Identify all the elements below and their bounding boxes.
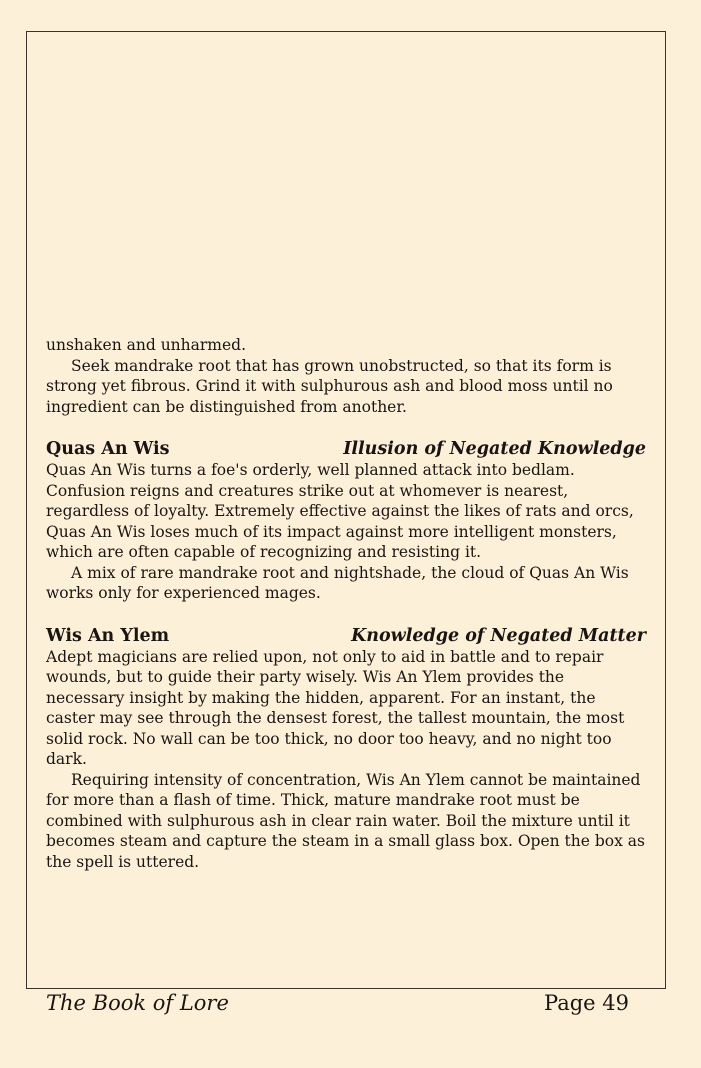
spell-name: Quas An Wis [46, 439, 170, 459]
spell-description: Quas An Wis turns a foe's orderly, well planned attack into bedlam. Confusion reigns and creatures strike out at whomever is nearest, regardless of loyalty. Extremely effective against the likes of rats and orcs, Quas An Wis loses much of its impact against more intelligent monsters, which are often capable of recognizing and resisting it. [46, 461, 634, 561]
intro-line: unshaken and unharmed. [46, 336, 247, 354]
spell-meaning: Illusion of Negated Knowledge [343, 439, 646, 459]
page-number: Page 49 [544, 991, 629, 1015]
spell-name: Wis An Ylem [46, 625, 170, 646]
spell-reagents: A mix of rare mandrake root and nightshade, the cloud of Quas An Wis works only for experienced mages. [46, 563, 629, 602]
spell-header [46, 438, 646, 460]
page-body [46, 335, 646, 872]
spell-reagents: Requiring intensity of concentration, Wis An Ylem cannot be maintained for more than a flash of time. Thick, mature mandrake root must be combined with sulphurous ash in clear rain water. Boil the mixture until it becomes steam and capture the steam in a small glass box. Open the box as the spell is uttered. [46, 770, 645, 871]
intro-paragraph: Seek mandrake root that has grown unobstructed, so that its form is strong yet fibrous. Grind it with sulphurous ash and blood moss until no ingredient can be distinguished from another. [46, 356, 613, 416]
spell-entry-quas-an-wis [46, 438, 646, 604]
spell-header [46, 625, 646, 647]
spell-meaning: Knowledge of Negated Matter [351, 625, 646, 646]
book-title: The Book of Lore [46, 991, 229, 1015]
spell-entry-wis-an-ylem [46, 625, 646, 873]
spell-description: Adept magicians are relied upon, not only to aid in battle and to repair wounds, but to guide their party wisely. Wis An Ylem provides the necessary insight by making the hidden, apparent. For an instant, the caster may see through the densest forest, the tallest mountain, the most solid rock. No wall can be too thick, no door too heavy, and no night too dark. [46, 647, 625, 768]
